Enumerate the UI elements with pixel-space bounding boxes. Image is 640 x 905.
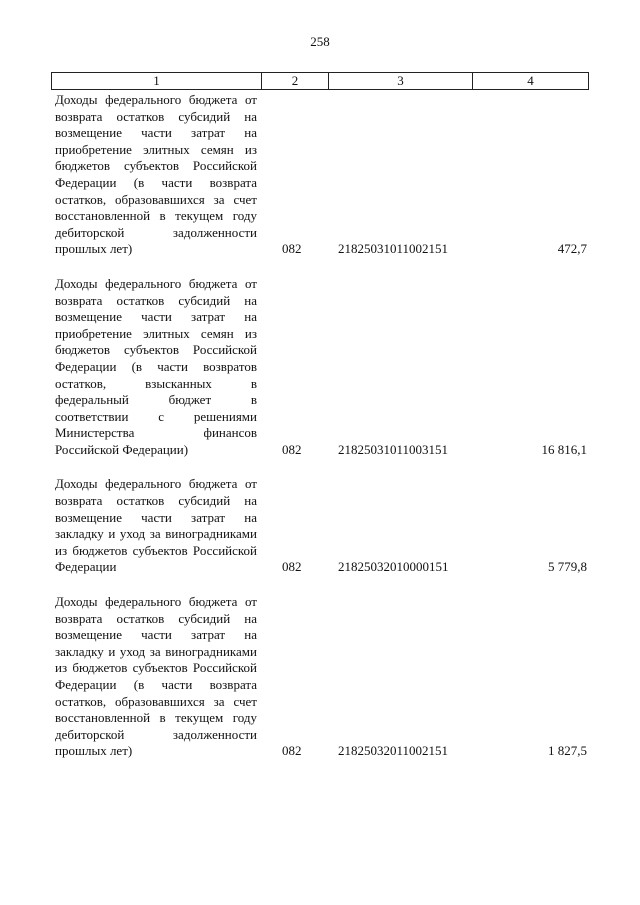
column-header-4: 4 bbox=[473, 73, 589, 90]
page-number: 258 bbox=[310, 34, 330, 49]
table-row bbox=[55, 92, 588, 258]
table-row bbox=[55, 594, 588, 760]
row-admin-code: 082 bbox=[282, 743, 302, 759]
row-admin-code: 082 bbox=[282, 241, 302, 257]
row-amount: 1 827,5 bbox=[548, 743, 587, 759]
row-description: Доходы федерального бюджета от возврата остатков субсидий на возмещение части затрат на закладку и уход за виноградниками из бюджетов субъектов Российской Федерации bbox=[55, 476, 257, 575]
row-budget-code: 21825031011002151 bbox=[338, 241, 449, 257]
column-header-table bbox=[51, 72, 589, 90]
table-body bbox=[55, 92, 588, 778]
row-description: Доходы федерального бюджета от возврата остатков субсидий на возмещение части затрат на приобретение элитных семян из бюджетов субъектов Российской Федерации (в части возврата остатков, образовавшихся за счет восстановленной в текущем году дебиторской задолженности прошлых лет) bbox=[55, 92, 257, 257]
column-header-2: 2 bbox=[262, 73, 329, 90]
column-header-3: 3 bbox=[329, 73, 473, 90]
table-row bbox=[55, 276, 588, 459]
table-row bbox=[55, 476, 588, 576]
row-admin-code: 082 bbox=[282, 441, 302, 457]
row-admin-code: 082 bbox=[282, 559, 302, 575]
row-description: Доходы федерального бюджета от возврата остатков субсидий на возмещение части затрат на приобретение элитных семян из бюджетов субъектов Российской Федерации (в части возвратов остатков, взысканных в федеральный бюджет в соответствии с решениями Министерства финансов Российской Федерации) bbox=[55, 275, 257, 457]
row-description: Доходы федерального бюджета от возврата остатков субсидий на возмещение части затрат на закладку и уход за виноградниками из бюджетов субъектов Российской Федерации (в части возврата остатков, образовавшихся за счет восстановленной в текущем году дебиторской задолженности прошлых лет) bbox=[55, 594, 257, 759]
row-budget-code: 21825031011003151 bbox=[338, 441, 449, 457]
row-budget-code: 21825032011002151 bbox=[338, 743, 449, 759]
row-amount: 5 779,8 bbox=[548, 559, 587, 575]
column-header-row bbox=[52, 73, 589, 90]
row-amount: 16 816,1 bbox=[541, 441, 587, 457]
row-amount: 472,7 bbox=[557, 241, 587, 257]
row-budget-code: 21825032010000151 bbox=[338, 559, 449, 575]
column-header-1: 1 bbox=[52, 73, 262, 90]
